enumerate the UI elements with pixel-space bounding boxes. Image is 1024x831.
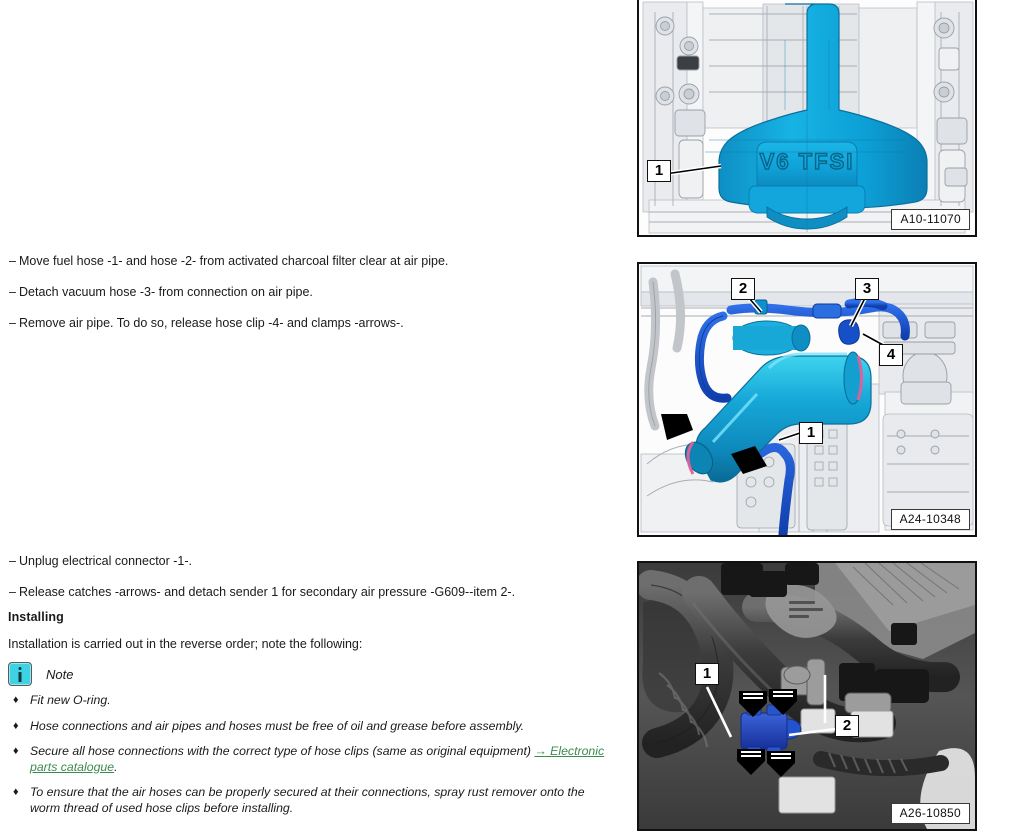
list-dash: – [9, 254, 16, 268]
note-item-list [8, 693, 620, 816]
figure-pressure-sender-photo [637, 561, 977, 831]
figure-air-pipe [637, 262, 977, 537]
info-icon-dot [19, 667, 22, 670]
cross-reference-link[interactable]: → Electronic parts catalogue [30, 744, 605, 774]
note-item-body: Fit new O-ring. [30, 693, 111, 707]
callout-2: 2 [731, 278, 755, 300]
note-item [8, 693, 620, 709]
note-block [8, 661, 620, 826]
procedure-text: Unplug electrical connector -1-. [19, 554, 192, 568]
diamond-bullet-icon: ♦ [13, 719, 19, 732]
procedure-text: Move fuel hose -1- and hose -2- from activated charcoal filter clear at air pipe. [19, 254, 449, 268]
section-heading-installing: Installing [8, 610, 64, 624]
procedure-step [0, 316, 620, 331]
procedure-step [0, 585, 620, 600]
callout-1: 1 [799, 422, 823, 444]
note-item-body: Secure all hose connections with the correct type of hose clips (same as original equipment) [30, 744, 535, 758]
callout-2: 2 [835, 715, 859, 737]
diamond-bullet-icon: ♦ [13, 786, 19, 798]
figure-2-illustration [639, 264, 975, 535]
callout-4: 4 [879, 344, 903, 366]
figure-engine-cover [637, 0, 977, 237]
procedure-step [0, 554, 620, 569]
installing-lead-paragraph: Installation is carried out in the reverse order; note the following: [8, 637, 363, 651]
figure-3-illustration [639, 563, 975, 829]
callout-3: 3 [855, 278, 879, 300]
list-dash: – [9, 585, 16, 599]
procedure-text: Remove air pipe. To do so, release hose clip -4- and clamps -arrows-. [19, 316, 404, 330]
note-item-tail: . [114, 759, 118, 774]
note-item-text [30, 693, 610, 709]
procedure-text: Release catches -arrows- and detach sender 1 for secondary air pressure -G609--item 2-. [19, 585, 516, 599]
note-item [8, 719, 620, 735]
callout-1: 1 [647, 160, 671, 182]
procedure-text: Detach vacuum hose -3- from connection on air pipe. [19, 285, 313, 299]
figure-code-label: A26-10850 [891, 803, 970, 824]
note-label: Note [46, 666, 74, 682]
note-item [8, 744, 620, 775]
procedure-list-upper [0, 254, 620, 347]
list-dash: – [9, 316, 16, 330]
callout-1: 1 [695, 663, 719, 685]
procedure-step [0, 254, 620, 269]
info-note-icon [8, 662, 32, 686]
note-item [8, 785, 620, 816]
figure-code-label: A10-11070 [891, 209, 970, 230]
procedure-list-lower [0, 554, 620, 616]
note-item-text [30, 744, 610, 775]
list-dash: – [9, 285, 16, 299]
diamond-bullet-icon: ♦ [13, 745, 19, 757]
list-dash: – [9, 554, 16, 568]
note-item-body: Hose connections and air pipes and hoses must be free of oil and grease before assembly. [30, 718, 524, 733]
figure-1-illustration [639, 0, 975, 235]
note-item-text [30, 719, 610, 735]
note-header [8, 661, 620, 687]
procedure-step [0, 285, 620, 300]
info-icon-stem [19, 672, 22, 682]
figure-code-label: A24-10348 [891, 509, 970, 530]
note-item-body: To ensure that the air hoses can be properly secured at their connections, spray rust remover onto the worm thread of used hose clips before installing. [30, 785, 585, 815]
engine-cover-badge-text: V6 TFSI [759, 149, 855, 174]
diamond-bullet-icon: ♦ [13, 694, 19, 706]
note-item-text [30, 785, 610, 816]
